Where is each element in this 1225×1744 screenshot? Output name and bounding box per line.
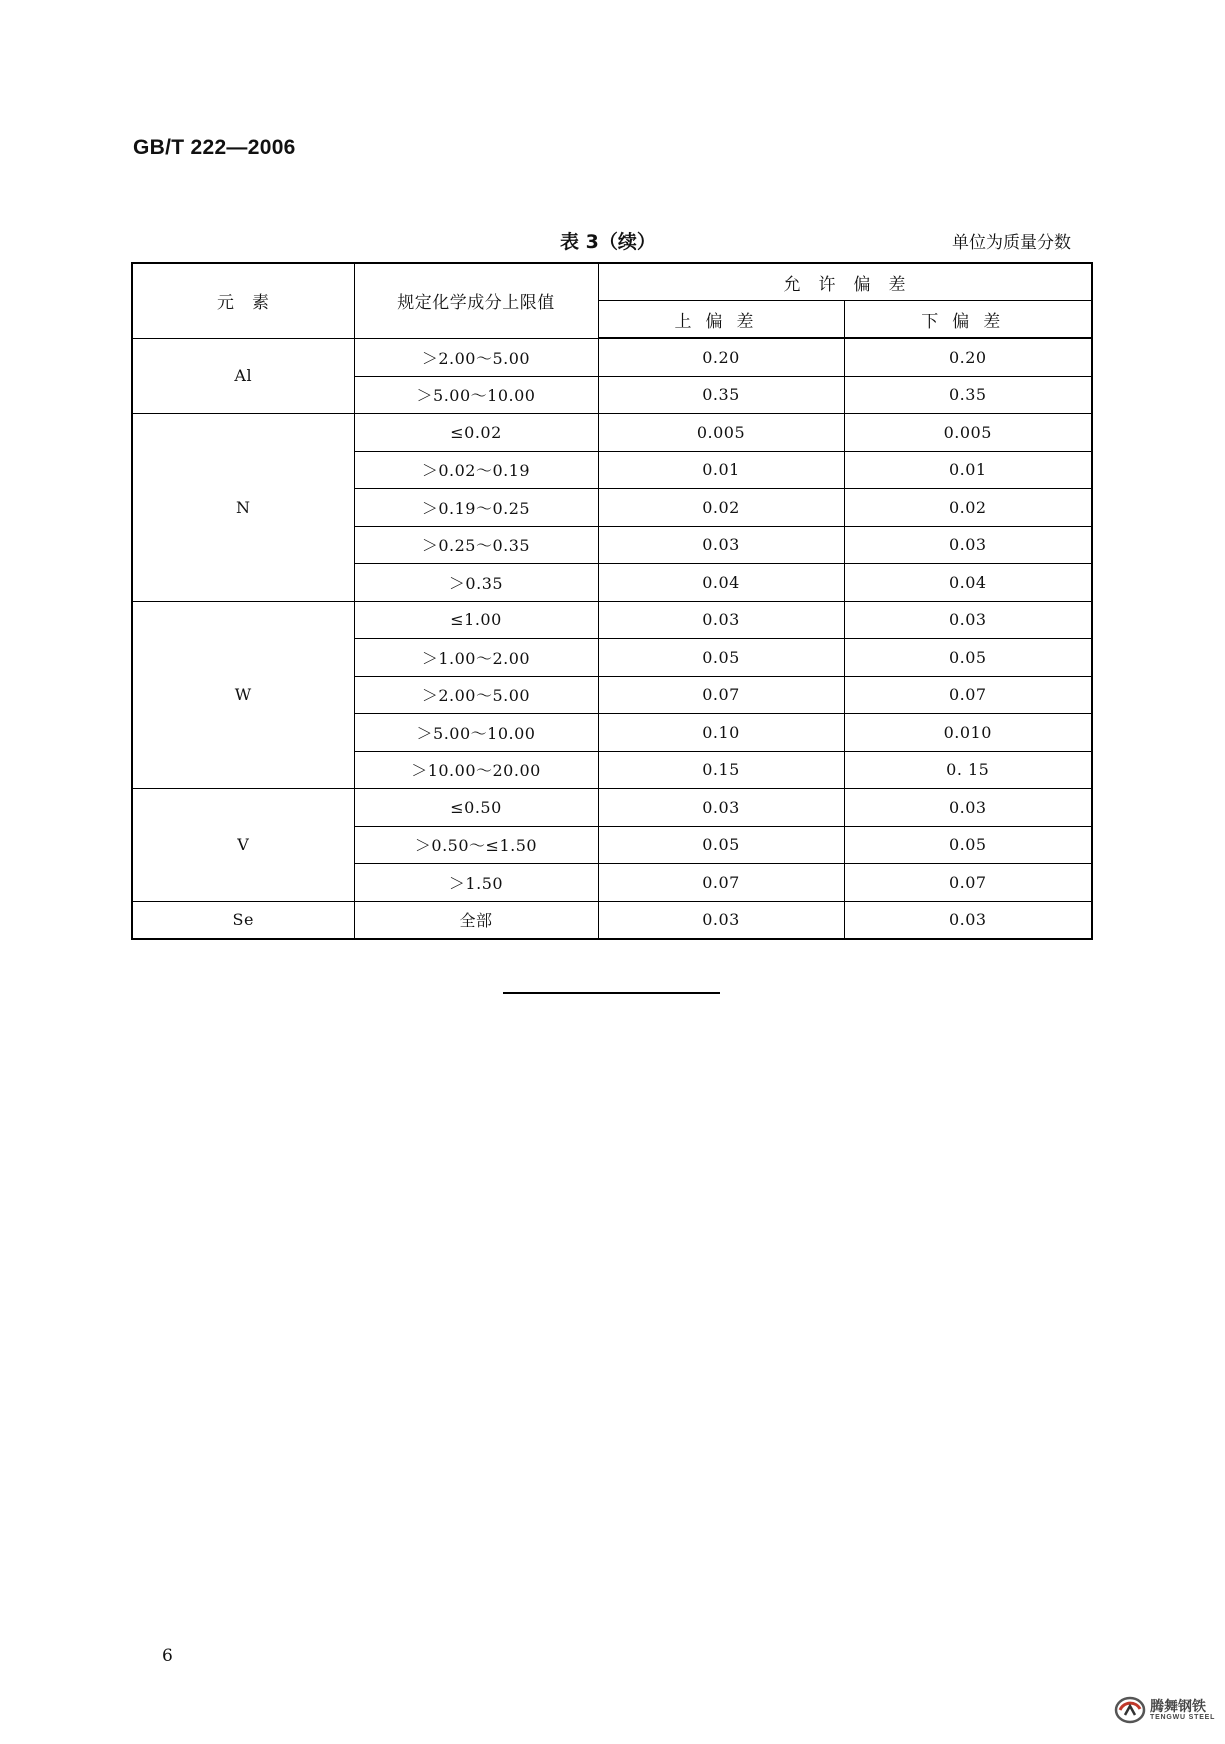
upper-deviation-cell: 0.03 xyxy=(598,526,844,564)
limit-cell: ≤1.00 xyxy=(354,601,598,639)
header-element: 元 素 xyxy=(132,263,354,338)
limit-cell: ＞1.00～2.00 xyxy=(354,639,598,677)
limit-cell: ＞0.50～≤1.50 xyxy=(354,826,598,864)
lower-deviation-cell: 0.07 xyxy=(844,676,1092,714)
element-cell: V xyxy=(132,789,354,902)
standard-code: GB/T 222—2006 xyxy=(133,136,296,159)
upper-deviation-cell: 0.005 xyxy=(598,414,844,452)
upper-deviation-cell: 0.03 xyxy=(598,901,844,939)
upper-deviation-cell: 0.10 xyxy=(598,714,844,752)
limit-cell: ＞0.35 xyxy=(354,564,598,602)
tengwu-steel-logo-icon xyxy=(1114,1695,1146,1725)
upper-deviation-cell: 0.02 xyxy=(598,489,844,527)
header-upper-deviation: 上偏差 xyxy=(598,301,844,339)
publisher-logo xyxy=(1114,1695,1215,1725)
lower-deviation-cell: 0.01 xyxy=(844,451,1092,489)
logo-text-cn: 腾舞钢铁 xyxy=(1150,1698,1206,1715)
lower-deviation-cell: 0.35 xyxy=(844,376,1092,414)
limit-cell: ≤0.50 xyxy=(354,789,598,827)
table-row xyxy=(132,338,1092,376)
lower-deviation-cell: 0.010 xyxy=(844,714,1092,752)
limit-cell: ＞0.19～0.25 xyxy=(354,489,598,527)
lower-deviation-cell: 0.04 xyxy=(844,564,1092,602)
header-allowed-deviation: 允 许 偏 差 xyxy=(598,263,1092,301)
lower-deviation-cell: 0.03 xyxy=(844,789,1092,827)
upper-deviation-cell: 0.20 xyxy=(598,338,844,376)
upper-deviation-cell: 0.03 xyxy=(598,601,844,639)
limit-cell: 全部 xyxy=(354,901,598,939)
lower-deviation-cell: 0.005 xyxy=(844,414,1092,452)
upper-deviation-cell: 0.07 xyxy=(598,676,844,714)
table-row xyxy=(132,789,1092,827)
limit-cell: ＞5.00～10.00 xyxy=(354,714,598,752)
header-lower-deviation: 下偏差 xyxy=(844,301,1092,339)
element-cell: Al xyxy=(132,338,354,414)
lower-deviation-cell: 0.05 xyxy=(844,639,1092,677)
limit-cell: ＞1.50 xyxy=(354,864,598,902)
logo-text-en: TENGWU STEEL xyxy=(1150,1713,1216,1721)
deviation-table xyxy=(131,262,1093,940)
upper-deviation-cell: 0.05 xyxy=(598,826,844,864)
upper-deviation-cell: 0.07 xyxy=(598,864,844,902)
upper-deviation-cell: 0.35 xyxy=(598,376,844,414)
limit-cell: ＞2.00～5.00 xyxy=(354,676,598,714)
table-row xyxy=(132,901,1092,939)
upper-deviation-cell: 0.15 xyxy=(598,751,844,789)
lower-deviation-cell: 0.03 xyxy=(844,901,1092,939)
end-rule xyxy=(503,992,720,994)
lower-deviation-cell: 0.20 xyxy=(844,338,1092,376)
lower-deviation-cell: 0. 15 xyxy=(844,751,1092,789)
limit-cell: ＞0.02～0.19 xyxy=(354,451,598,489)
table-row xyxy=(132,414,1092,452)
table-row xyxy=(132,601,1092,639)
element-cell: N xyxy=(132,414,354,602)
lower-deviation-cell: 0.03 xyxy=(844,601,1092,639)
limit-cell: ＞2.00～5.00 xyxy=(354,338,598,376)
page-number: 6 xyxy=(162,1646,173,1666)
element-cell: Se xyxy=(132,901,354,939)
lower-deviation-cell: 0.07 xyxy=(844,864,1092,902)
limit-cell: ＞5.00～10.00 xyxy=(354,376,598,414)
unit-note: 单位为质量分数 xyxy=(952,233,1071,253)
lower-deviation-cell: 0.05 xyxy=(844,826,1092,864)
limit-cell: ≤0.02 xyxy=(354,414,598,452)
limit-cell: ＞0.25～0.35 xyxy=(354,526,598,564)
lower-deviation-cell: 0.03 xyxy=(844,526,1092,564)
limit-cell: ＞10.00～20.00 xyxy=(354,751,598,789)
table-title: 表 3（续） xyxy=(560,231,656,253)
upper-deviation-cell: 0.04 xyxy=(598,564,844,602)
upper-deviation-cell: 0.01 xyxy=(598,451,844,489)
element-cell: W xyxy=(132,601,354,789)
lower-deviation-cell: 0.02 xyxy=(844,489,1092,527)
upper-deviation-cell: 0.03 xyxy=(598,789,844,827)
upper-deviation-cell: 0.05 xyxy=(598,639,844,677)
header-upper-limit: 规定化学成分上限值 xyxy=(354,263,598,338)
